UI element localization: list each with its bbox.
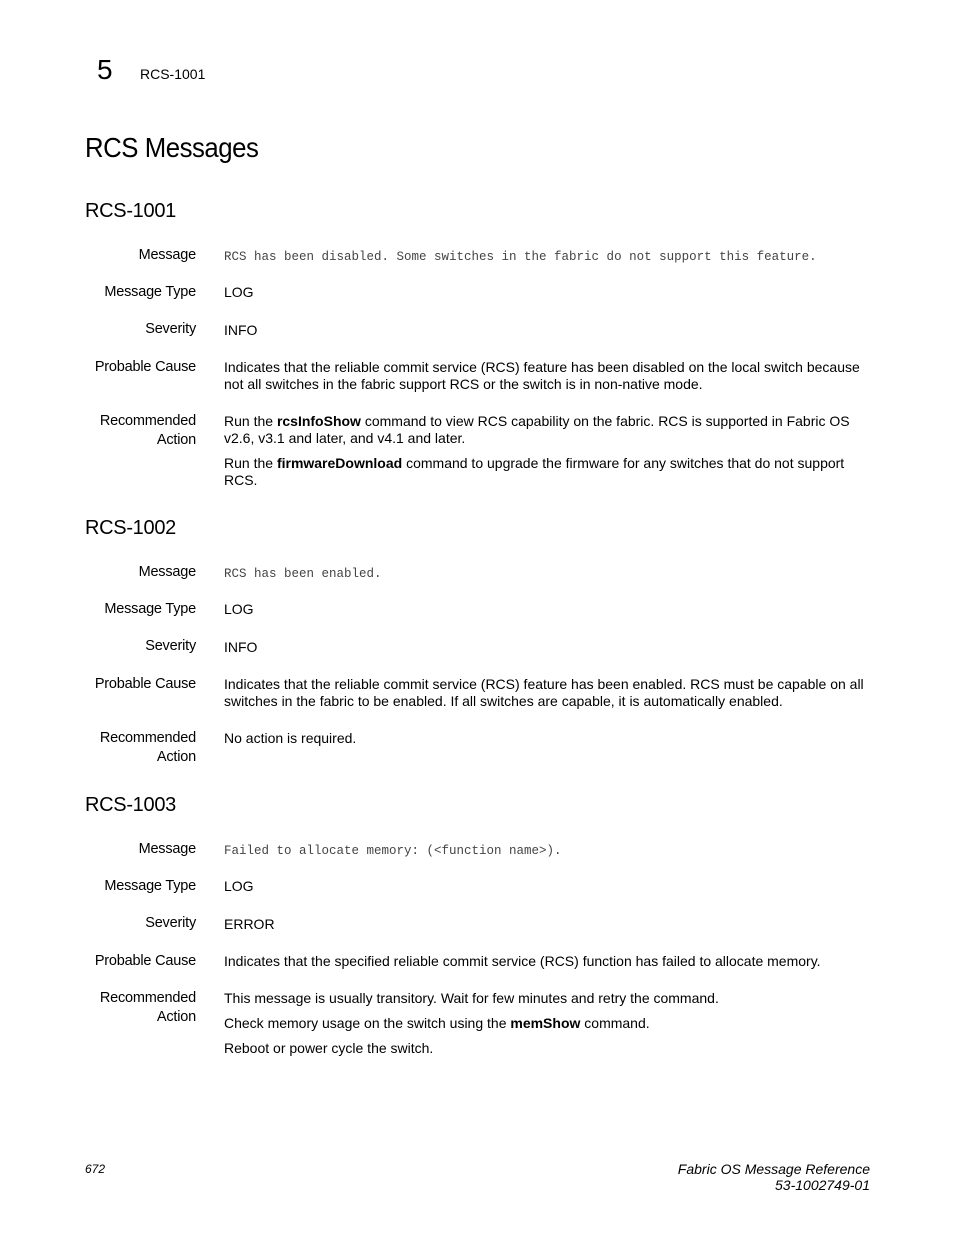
label-recommended: Recommended [99,413,196,429]
label-message: Message [138,841,196,857]
footer-page-number: 672 [85,1162,106,1176]
recommended-action-text: Check memory usage on the switch using the memShow command. [224,1015,650,1031]
label-probable-cause: Probable Cause [94,676,196,692]
label-message-type: Message Type [104,878,196,894]
recommended-action-text: Run the firmwareDownload command to upgrade the firmware for any switches that do not support RCS. [224,455,845,488]
label-action: Action [156,432,196,448]
command-name: firmwareDownload [276,455,403,471]
message-type-value: LOG [224,284,254,300]
label-message: Message [138,247,196,263]
label-severity: Severity [145,321,196,337]
label-probable-cause: Probable Cause [94,953,196,969]
footer-doc-title: Fabric OS Message Reference [677,1161,870,1177]
label-severity: Severity [145,915,196,931]
recommended-action-text: Reboot or power cycle the switch. [224,1040,434,1056]
recommended-action-text: This message is usually transitory. Wait for few minutes and retry the command. [224,990,719,1006]
running-head: RCS-1001 [140,66,206,82]
section-title-rcs-1003: RCS-1003 [85,794,176,816]
label-recommended-action [0,412,196,450]
label-action: Action [156,749,196,765]
chapter-number: 5 [97,54,113,85]
section-title-rcs-1002: RCS-1002 [85,517,176,539]
probable-cause-text: Indicates that the reliable commit service (RCS) feature has been enabled. RCS must be capable on all switches in the fabric to be enabled. If all switches are capable, it is automatically enabled. [224,676,864,709]
message-text: RCS has been enabled. [224,567,382,581]
footer-doc-number: 53-1002749-01 [775,1177,870,1193]
label-recommended-action [0,989,196,1027]
label-recommended-action [0,729,196,767]
command-name: rcsInfoShow [276,413,361,429]
probable-cause-text: Indicates that the specified reliable commit service (RCS) function has failed to allocate memory. [224,953,821,969]
page-title: RCS Messages [85,132,259,163]
footer-doc-info [678,1161,870,1193]
label-action: Action [156,1009,196,1025]
label-probable-cause: Probable Cause [94,359,196,375]
message-text: RCS has been disabled. Some switches in the fabric do not support this feature. [224,250,817,264]
label-recommended: Recommended [99,990,196,1006]
message-type-value: LOG [224,601,254,617]
label-message-type: Message Type [104,284,196,300]
label-message-type: Message Type [104,601,196,617]
section-title-rcs-1001: RCS-1001 [85,200,176,222]
command-name: memShow [510,1015,581,1031]
message-type-value: LOG [224,878,254,894]
severity-value: ERROR [224,916,275,932]
severity-value: INFO [224,322,258,338]
label-severity: Severity [145,638,196,654]
recommended-action-text: Run the rcsInfoShow command to view RCS capability on the fabric. RCS is supported in Fabric OS v2.6, v3.1 and later, and v4.1 and later. [224,413,850,446]
severity-value: INFO [224,639,258,655]
message-text: Failed to allocate memory: (<function name>). [224,844,562,858]
label-recommended: Recommended [99,730,196,746]
probable-cause-text: Indicates that the reliable commit service (RCS) feature has been disabled on the local switch because not all switches in the fabric support RCS or the switch is in non-native mode. [224,359,860,392]
recommended-action-text: No action is required. [224,730,357,746]
label-message: Message [138,564,196,580]
